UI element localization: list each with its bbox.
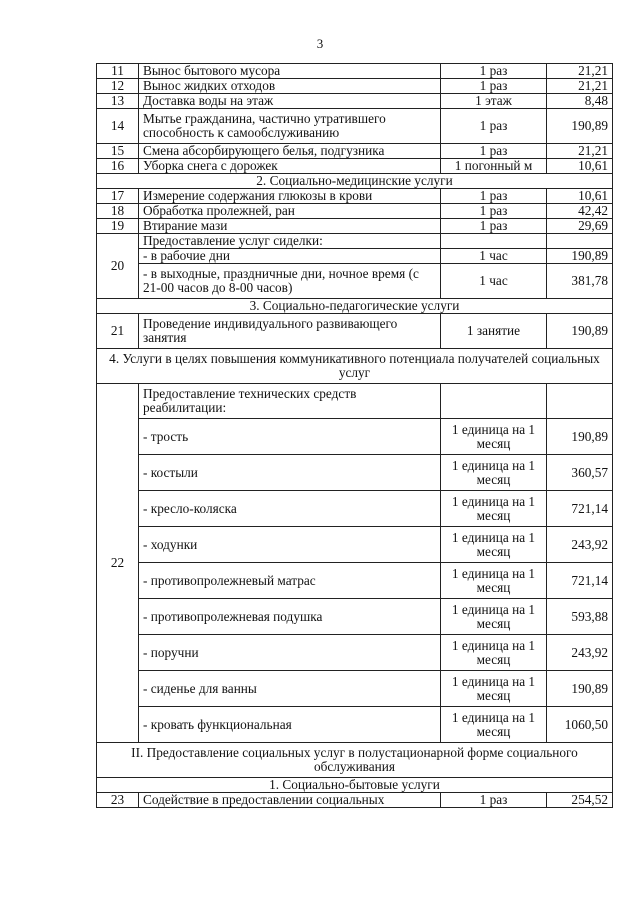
service-name: - в рабочие дни [139, 249, 441, 264]
table-row [97, 79, 613, 94]
service-name: Уборка снега с дорожек [139, 159, 441, 174]
service-unit [441, 384, 547, 419]
service-price: 21,21 [547, 144, 613, 159]
table-row [97, 189, 613, 204]
service-name: Измерение содержания глюкозы в крови [139, 189, 441, 204]
table-row [97, 94, 613, 109]
table-row [97, 455, 613, 491]
service-unit: 1 единица на 1 месяц [441, 671, 547, 707]
section-title: 2. Социально-медицинские услуги [97, 174, 613, 189]
service-name: - в выходные, праздничные дни, ночное время (с 21-00 часов до 8-00 часов) [139, 264, 441, 299]
service-unit: 1 раз [441, 204, 547, 219]
service-price: 42,42 [547, 204, 613, 219]
service-price: 243,92 [547, 527, 613, 563]
section-header-row [97, 174, 613, 189]
service-name: Вынос жидких отходов [139, 79, 441, 94]
table-row [97, 491, 613, 527]
row-number: 19 [97, 219, 139, 234]
service-name: Предоставление технических средств реабилитации: [139, 384, 441, 419]
service-unit: 1 раз [441, 64, 547, 79]
service-price: 190,89 [547, 109, 613, 144]
service-price: 10,61 [547, 159, 613, 174]
service-unit: 1 раз [441, 189, 547, 204]
service-price [547, 384, 613, 419]
table-row [97, 793, 613, 808]
table-row [97, 64, 613, 79]
service-name: - противопролежневый матрас [139, 563, 441, 599]
service-price: 593,88 [547, 599, 613, 635]
service-name: Смена абсорбирующего белья, подгузника [139, 144, 441, 159]
service-price: 254,52 [547, 793, 613, 808]
table-row [97, 159, 613, 174]
service-name: - ходунки [139, 527, 441, 563]
section-header-row [97, 299, 613, 314]
table-row [97, 563, 613, 599]
service-price: 1060,50 [547, 707, 613, 743]
table-row [97, 249, 613, 264]
service-name: - костыли [139, 455, 441, 491]
service-unit: 1 единица на 1 месяц [441, 491, 547, 527]
table-row [97, 599, 613, 635]
service-name: Обработка пролежней, ран [139, 204, 441, 219]
row-number: 23 [97, 793, 139, 808]
table-row [97, 635, 613, 671]
row-number: 22 [97, 384, 139, 743]
table-row [97, 527, 613, 563]
service-unit: 1 единица на 1 месяц [441, 599, 547, 635]
service-name: - поручни [139, 635, 441, 671]
service-unit: 1 единица на 1 месяц [441, 527, 547, 563]
service-unit: 1 час [441, 249, 547, 264]
row-number: 15 [97, 144, 139, 159]
table-row [97, 384, 613, 419]
service-unit: 1 занятие [441, 314, 547, 349]
row-number: 13 [97, 94, 139, 109]
table-row [97, 144, 613, 159]
table-row [97, 109, 613, 144]
service-name: Втирание мази [139, 219, 441, 234]
service-unit: 1 единица на 1 месяц [441, 707, 547, 743]
service-name: Вынос бытового мусора [139, 64, 441, 79]
service-price: 190,89 [547, 314, 613, 349]
service-unit: 1 раз [441, 219, 547, 234]
row-number: 21 [97, 314, 139, 349]
table-row [97, 264, 613, 299]
service-price: 21,21 [547, 79, 613, 94]
service-price: 190,89 [547, 249, 613, 264]
section-title: 4. Услуги в целях повышения коммуникативного потенциала получателей социальных услуг [97, 349, 613, 384]
section-header-row [97, 743, 613, 778]
table-row [97, 707, 613, 743]
service-name: - трость [139, 419, 441, 455]
service-name: - кровать функциональная [139, 707, 441, 743]
row-number: 17 [97, 189, 139, 204]
service-unit: 1 единица на 1 месяц [441, 419, 547, 455]
service-price: 21,21 [547, 64, 613, 79]
services-price-table [96, 63, 613, 808]
service-name: Доставка воды на этаж [139, 94, 441, 109]
service-price: 721,14 [547, 563, 613, 599]
section-header-row [97, 778, 613, 793]
service-unit: 1 единица на 1 месяц [441, 563, 547, 599]
service-name: - противопролежневая подушка [139, 599, 441, 635]
service-price: 721,14 [547, 491, 613, 527]
service-price: 8,48 [547, 94, 613, 109]
service-price: 190,89 [547, 419, 613, 455]
service-price: 381,78 [547, 264, 613, 299]
service-unit [441, 234, 547, 249]
row-number: 11 [97, 64, 139, 79]
service-unit: 1 погонный м [441, 159, 547, 174]
service-unit: 1 этаж [441, 94, 547, 109]
row-number: 16 [97, 159, 139, 174]
service-name: - кресло-коляска [139, 491, 441, 527]
section-header-row [97, 349, 613, 384]
service-name: Содействие в предоставлении социальных [139, 793, 441, 808]
section-title: 1. Социально-бытовые услуги [97, 778, 613, 793]
service-unit: 1 единица на 1 месяц [441, 635, 547, 671]
row-number: 12 [97, 79, 139, 94]
service-unit: 1 раз [441, 793, 547, 808]
service-unit: 1 час [441, 264, 547, 299]
service-price [547, 234, 613, 249]
table-row [97, 314, 613, 349]
row-number: 14 [97, 109, 139, 144]
service-price: 10,61 [547, 189, 613, 204]
table-row [97, 204, 613, 219]
table-row [97, 671, 613, 707]
service-unit: 1 раз [441, 79, 547, 94]
service-name: - сиденье для ванны [139, 671, 441, 707]
table-row [97, 219, 613, 234]
service-name: Мытье гражданина, частично утратившего способность к самообслуживанию [139, 109, 441, 144]
row-number: 18 [97, 204, 139, 219]
service-price: 190,89 [547, 671, 613, 707]
section-title: II. Предоставление социальных услуг в полустационарной форме социального обслуживания [97, 743, 613, 778]
service-name: Предоставление услуг сиделки: [139, 234, 441, 249]
service-price: 243,92 [547, 635, 613, 671]
table-row [97, 419, 613, 455]
table-row [97, 234, 613, 249]
page-number: 3 [316, 36, 324, 51]
service-unit: 1 раз [441, 109, 547, 144]
service-unit: 1 единица на 1 месяц [441, 455, 547, 491]
service-price: 29,69 [547, 219, 613, 234]
section-title: 3. Социально-педагогические услуги [97, 299, 613, 314]
service-unit: 1 раз [441, 144, 547, 159]
service-name: Проведение индивидуального развивающего занятия [139, 314, 441, 349]
service-price: 360,57 [547, 455, 613, 491]
row-number: 20 [97, 234, 139, 299]
